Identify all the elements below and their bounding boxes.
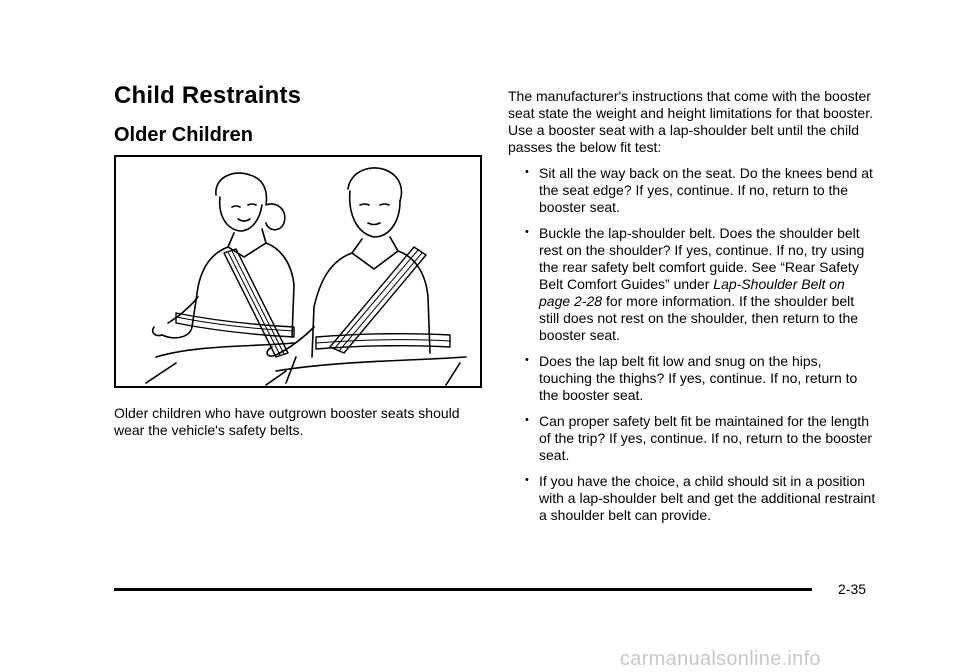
list-item: • Buckle the lap-shoulder belt. Does the shoulder belt rest on the shoulder? If yes, continue. If no, try using the rear safety belt comfort guide. See “Rear Safety Belt Comfort Guides” under Lap-Shoulder Belt on page 2-28 for more information. If the shoulder belt still does not rest on the shoulder, then return to the booster seat. [525,225,865,343]
fit-test-column [508,88,878,533]
fit-test-list [508,165,878,524]
list-item: • Can proper safety belt fit be maintained for the length of the trip? If yes, continue. If no, return to the booster seat. [525,413,873,463]
illustration-drawing [116,157,480,386]
girl-lap-belt [176,313,294,337]
boy-hair [348,168,402,201]
list-item: • Does the lap belt fit low and snug on the hips, touching the thighs? If yes, continue. If no, return to the booster seat. [525,353,858,403]
boy-legs [266,357,466,385]
boy-body [312,237,430,357]
booster-intro-paragraph: The manufacturer's instructions that come with the booster seat state the weight and height limitations for that booster. Use a booster seat with a lap-shoulder belt until the child passes the below fit test: [508,88,873,155]
bullet-icon: • [525,414,529,426]
girl-hair [216,173,285,230]
bullet-icon: • [525,474,529,486]
bullet-icon: • [525,166,529,178]
page-number: 2-35 [838,581,867,597]
list-item: • If you have the choice, a child should sit in a position with a lap-shoulder belt and get the additional restraint a shoulder belt can provide. [525,473,876,523]
girl-face [220,197,262,231]
cross-reference-link[interactable]: Lap-Shoulder Belt on page 2-28 [539,276,845,309]
footer-divider [114,588,812,591]
boy-face [350,191,400,237]
page-heading: Child Restraints [114,82,302,109]
watermark: carmanualsonline.info [620,648,821,670]
older-children-paragraph: Older children who have outgrown booster seats should wear the vehicle's safety belts. [114,405,460,438]
children-seatbelt-illustration [114,155,482,388]
bullet-icon: • [525,354,529,366]
bullet-icon: • [525,226,529,238]
girl-shoulder-belt [224,249,288,357]
section-subheading: Older Children [114,124,253,146]
girl-legs [146,343,296,383]
list-item: • Sit all the way back on the seat. Do the knees bend at the seat edge? If yes, continue. If no, return to the booster seat. [525,165,873,215]
